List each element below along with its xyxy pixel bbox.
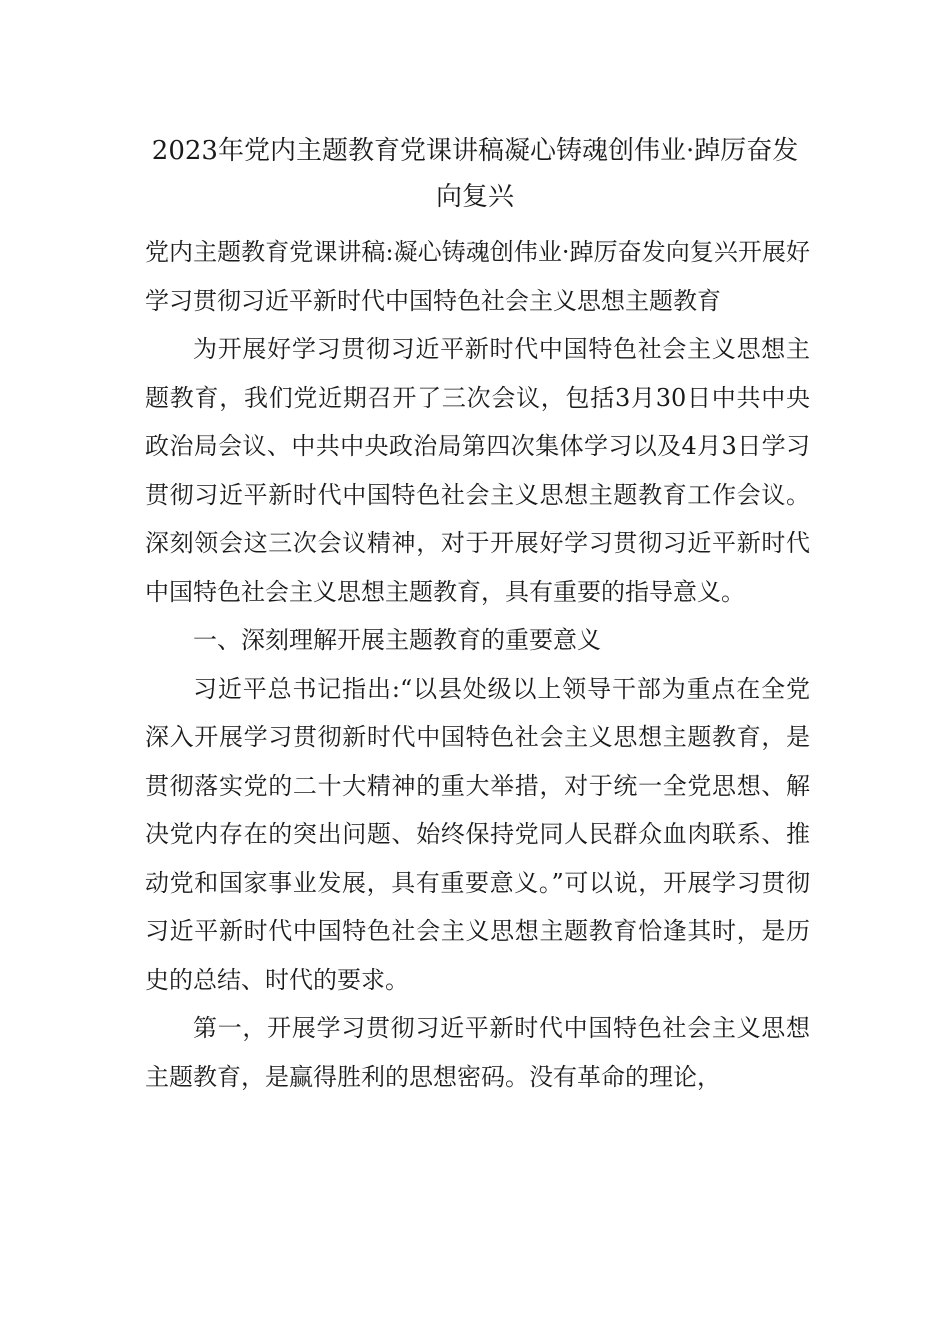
- document-body: [145, 228, 810, 1101]
- document-subtitle: 党内主题教育党课讲稿:凝心铸魂创伟业·踔厉奋发向复兴开展好学习贯彻习近平新时代中国特色社会主义思想主题教育: [145, 238, 810, 315]
- document-title: 2023年党内主题教育党课讲稿凝心铸魂创伟业·踔厉奋发向复兴: [151, 136, 799, 212]
- section-heading: 一、深刻理解开展主题教育的重要意义: [193, 626, 601, 654]
- paragraph-quote: 习近平总书记指出:“以县处级以上领导干部为重点在全党深入开展学习贯彻新时代中国特色社会主义思想主题教育，是贯彻落实党的二十大精神的重大举措，对于统一全党思想、解决党内存在的突出问题、始终保持党同人民群众血肉联系、推动党和国家事业发展，具有重要意义。”可以说，开展学习贯彻习近平新时代中国特色社会主义思想主题教育恰逢其时，是历史的总结、时代的要求。: [145, 674, 810, 994]
- paragraph-intro: 为开展好学习贯彻习近平新时代中国特色社会主义思想主题教育，我们党近期召开了三次会议，包括3月30日中共中央政治局会议、中共中央政治局第四次集体学习以及4月3日学习贯彻习近平新时代中国特色社会主义思想主题教育工作会议。深刻领会这三次会议精神，对于开展好学习贯彻习近平新时代中国特色社会主义思想主题教育，具有重要的指导意义。: [145, 335, 810, 606]
- paragraph-first-point: 第一，开展学习贯彻习近平新时代中国特色社会主义思想主题教育，是赢得胜利的思想密码。没有革命的理论，: [145, 1014, 810, 1091]
